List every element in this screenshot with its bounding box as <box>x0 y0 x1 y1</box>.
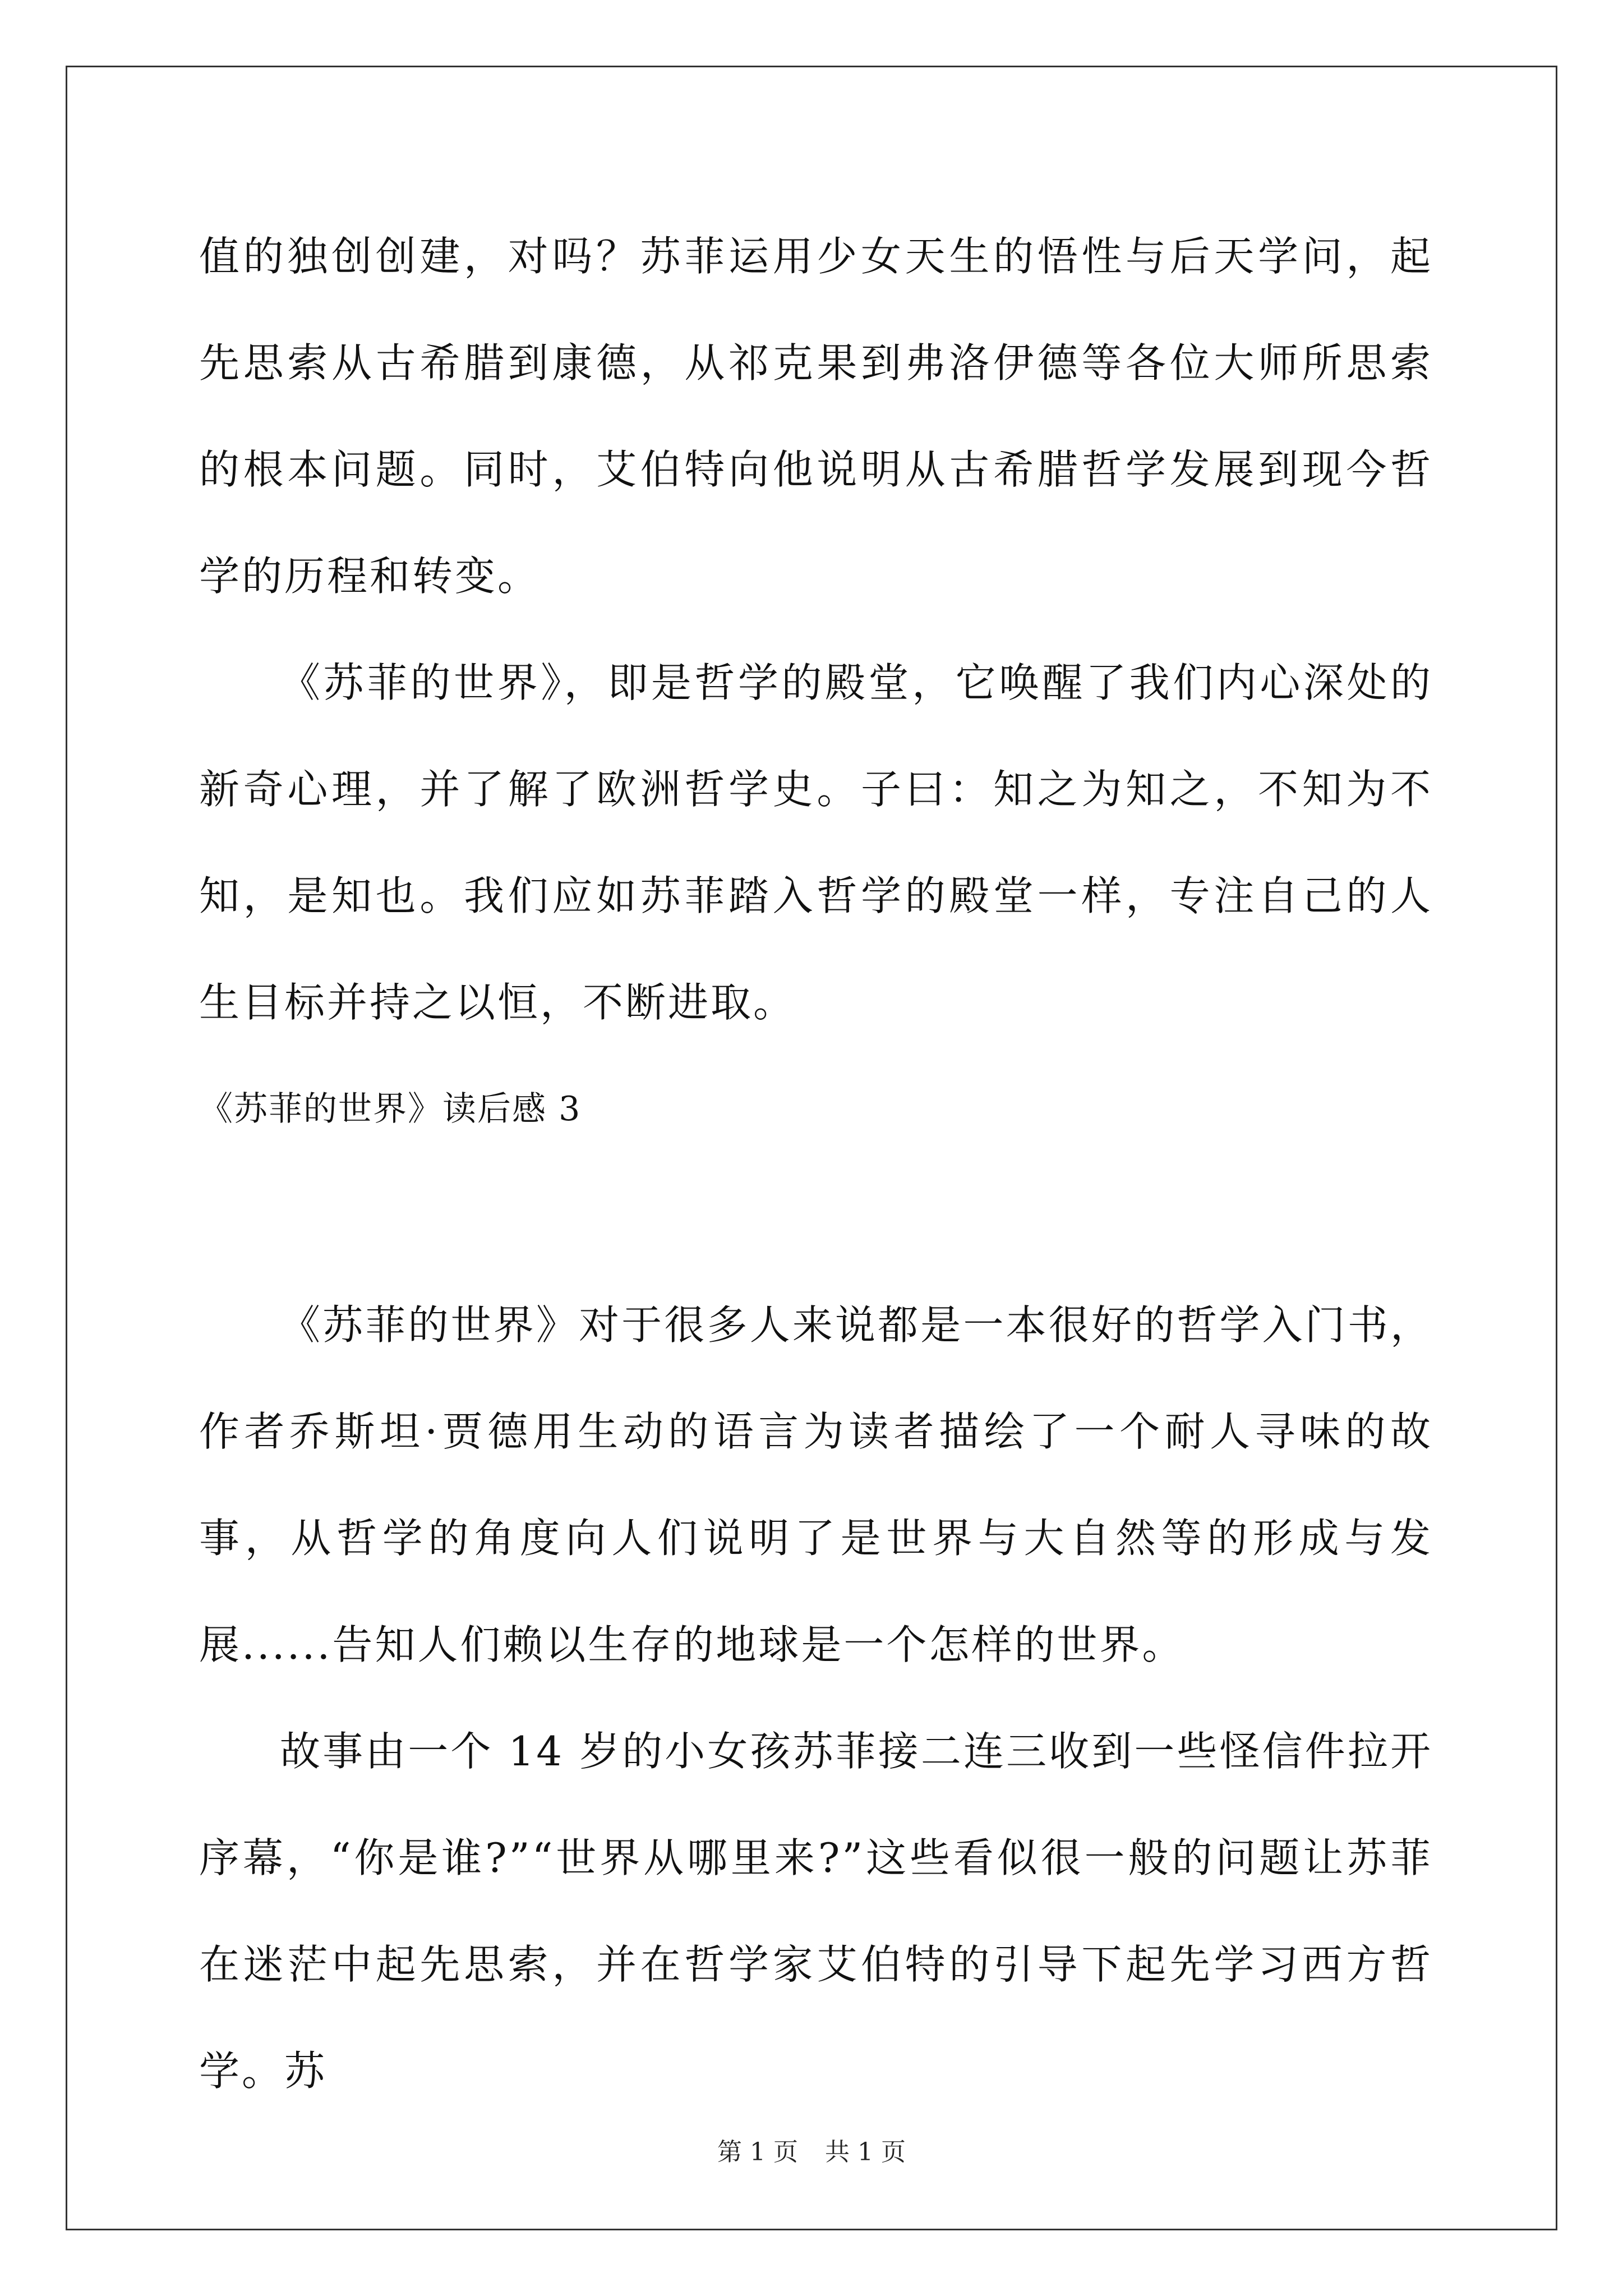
document-body <box>199 203 1433 2124</box>
paragraph-4: 故事由一个 14 岁的小女孩苏菲接二连三收到一些怪信件拉开序幕，“你是谁?”“世界从哪里来?”这些看似很一般的问题让苏菲在迷茫中起先思索，并在哲学家艾伯特的引导下起先学习西方哲学。苏 <box>199 1728 1433 2095</box>
paragraph-1: 值的独创创建，对吗？苏菲运用少女天生的悟性与后天学问，起先思索从古希腊到康德，从祁克果到弗洛伊德等各位大师所思索的根本问题。同时，艾伯特向他说明从古希腊哲学发展到现今哲学的历程和转变。 <box>199 233 1433 600</box>
section-spacer <box>199 1162 1433 1272</box>
paragraph-2: 《苏菲的世界》，即是哲学的殿堂，它唤醒了我们内心深处的新奇心理，并了解了欧洲哲学史。子曰：知之为知之，不知为不知，是知也。我们应如苏菲踏入哲学的殿堂一样，专注自己的人生目标并持之以恒，不断进取。 <box>199 659 1433 1026</box>
section-heading: 《苏菲的世界》读后感 3 <box>199 1089 582 1129</box>
page-number: 第 1 页 <box>717 2138 798 2166</box>
page-total: 共 1 页 <box>825 2138 906 2166</box>
page-footer <box>0 2132 1623 2168</box>
paragraph-3: 《苏菲的世界》对于很多人来说都是一本很好的哲学入门书，作者乔斯坦·贾德用生动的语言为读者描绘了一个耐人寻味的故事，从哲学的角度向人们说明了是世界与大自然等的形成与发展......告知人们赖以生存的地球是一个怎样的世界。 <box>199 1301 1433 1668</box>
